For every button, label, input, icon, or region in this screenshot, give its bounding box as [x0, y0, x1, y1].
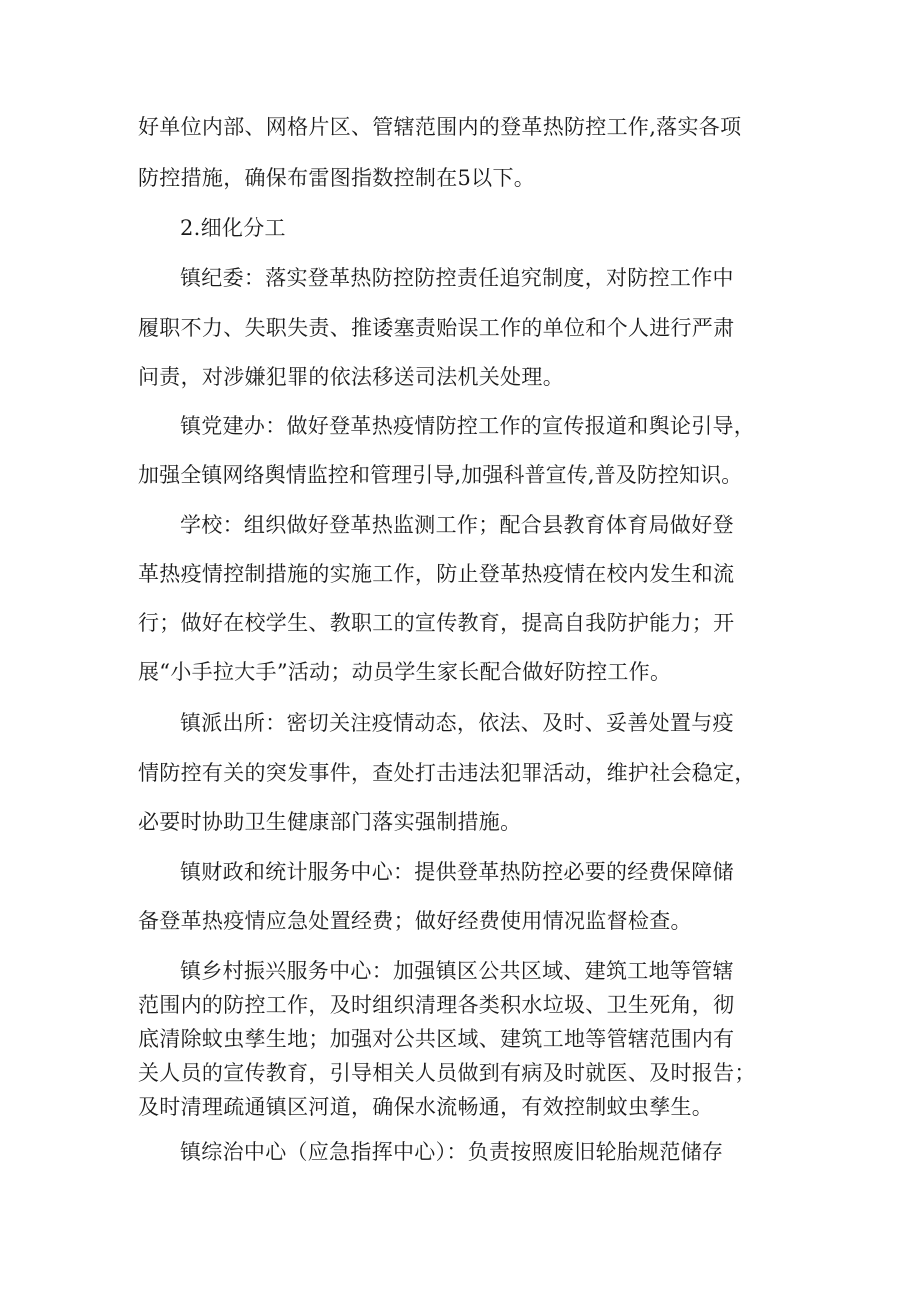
- text-line: 问责，对涉嫌犯罪的依法移送司法机关处理。: [138, 365, 564, 389]
- text-line: 展“小手拉大手”活动；动员学生家长配合做好防控工作。: [138, 660, 672, 684]
- text-line: 革热疫情控制措施的实施工作，防止登革热疫情在校内发生和流: [138, 562, 735, 586]
- text-line: 备登革热疫情应急处置经费；做好经费使用情况监督检查。: [138, 909, 692, 933]
- text-line: 镇纪委：落实登革热防控防控责任追究制度，对防控工作中: [180, 266, 734, 290]
- text-line: 必要时协助卫生健康部门落实强制措施。: [138, 810, 522, 834]
- text-line: 关人员的宣传教育，引导相关人员做到有病及时就医、及时报告；: [138, 1061, 756, 1085]
- text-line: 镇派出所：密切关注疫情动态，依法、及时、妥善处置与疫: [180, 711, 734, 735]
- text-line: 加强全镇网络舆情监控和管理引导,加强科普宣传,普及防控知识。: [138, 463, 743, 487]
- text-line: 镇综治中心（应急指挥中心）：负责按照废旧轮胎规范储存: [180, 1140, 724, 1164]
- text-line: 范围内的防控工作，及时组织清理各类积水垃圾、卫生死角，彻: [138, 993, 735, 1017]
- text-line: 镇乡村振兴服务中心：加强镇区公共区域、建筑工地等管辖: [180, 959, 734, 983]
- text-line: 好单位内部、网格片区、管辖范围内的登革热防控工作,落实各项: [138, 115, 742, 139]
- text-line: 底清除蚊虫孳生地；加强对公共区域、建筑工地等管辖范围内有: [138, 1027, 735, 1051]
- text-line: 防控措施，确保布雷图指数控制在5以下。: [138, 166, 536, 190]
- text-line: 情防控有关的突发事件，查处打击违法犯罪活动，维护社会稳定，: [138, 761, 756, 785]
- section-heading: 2.细化分工: [180, 216, 286, 240]
- text-line: 行；做好在校学生、教职工的宣传教育，提高自我防护能力；开: [138, 611, 735, 635]
- text-line: 镇党建办：做好登革热疫情防控工作的宣传报道和舆论引导，: [180, 414, 756, 438]
- text-line: 学校：组织做好登革热监测工作；配合县教育体育局做好登: [180, 513, 734, 537]
- text-line: 及时清理疏通镇区河道，确保水流畅通，有效控制蚊虫孳生。: [138, 1095, 714, 1119]
- text-line: 镇财政和统计服务中心：提供登革热防控必要的经费保障储: [180, 860, 734, 884]
- text-line: 履职不力、失职失责、推诿塞责贻误工作的单位和个人进行严肃: [138, 316, 735, 340]
